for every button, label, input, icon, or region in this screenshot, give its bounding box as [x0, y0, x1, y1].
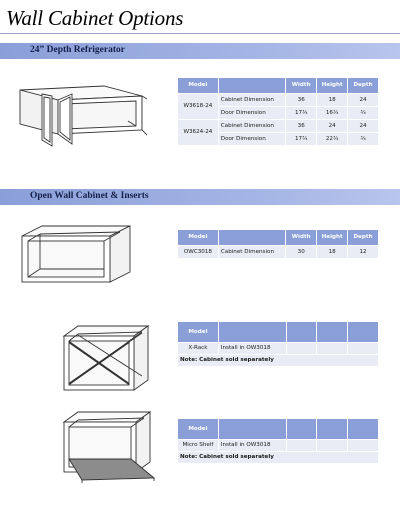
- open-cabinet-spec-table: [177, 229, 379, 259]
- table-note-row: [178, 355, 379, 367]
- height-cell: 22¾: [317, 133, 348, 146]
- micro-shelf-cabinet-icon: [58, 408, 158, 484]
- table-row: [178, 343, 379, 355]
- label-cell: Door Dimension: [218, 133, 286, 146]
- header-depth: Depth: [348, 78, 379, 94]
- header-blank: [348, 322, 379, 343]
- label-cell: Door Dimension: [218, 107, 286, 120]
- section-bar-open-wall-cabinet: [0, 189, 400, 205]
- label-cell: Cabinet Dimension: [218, 94, 286, 107]
- model-cell: Micro Shelf: [178, 440, 219, 452]
- depth-cell: 24: [348, 120, 379, 133]
- height-cell: 18: [317, 94, 348, 107]
- open-wall-cabinet-icon: [16, 222, 136, 288]
- header-model: Model: [178, 419, 219, 440]
- header-model: Model: [178, 230, 219, 246]
- header-blank: [348, 419, 379, 440]
- width-cell: 36: [286, 94, 317, 107]
- label-cell: Install in OW3018: [218, 343, 286, 355]
- header-width: Width: [286, 78, 317, 94]
- header-blank: [317, 419, 348, 440]
- title-divider: [0, 33, 400, 34]
- label-cell: Install in OW3018: [218, 440, 286, 452]
- height-cell: 24: [317, 120, 348, 133]
- header-width: Width: [286, 230, 317, 246]
- header-model: Model: [178, 322, 219, 343]
- micro-shelf-spec-table: [177, 418, 379, 464]
- table-row: [178, 440, 379, 452]
- note-cell: Note: Cabinet sold separately: [178, 355, 379, 367]
- note-cell: Note: Cabinet sold separately: [178, 452, 379, 464]
- header-blank: [218, 230, 285, 246]
- model-cell: W3624-24: [178, 120, 219, 146]
- refrigerator-spec-table: [177, 77, 379, 146]
- model-cell: OWC3018: [178, 246, 219, 259]
- label-cell: Cabinet Dimension: [218, 246, 285, 259]
- header-blank: [317, 322, 348, 343]
- header-height: Height: [317, 230, 348, 246]
- width-cell: 36: [286, 120, 317, 133]
- header-depth: Depth: [348, 230, 379, 246]
- table-row: [178, 94, 379, 107]
- refrigerator-cabinet-icon: [12, 82, 147, 157]
- x-rack-spec-table: [177, 321, 379, 367]
- header-blank: [218, 78, 286, 94]
- header-blank: [218, 322, 286, 343]
- section-heading: Open Wall Cabinet & Inserts: [30, 191, 149, 201]
- section-heading: 24” Depth Refrigerator: [30, 45, 125, 55]
- table-row: [178, 246, 379, 259]
- depth-cell: ¾: [348, 107, 379, 120]
- width-cell: 17¾: [286, 107, 317, 120]
- header-blank: [286, 419, 317, 440]
- height-cell: 18: [317, 246, 348, 259]
- page-title: Wall Cabinet Options: [6, 6, 184, 30]
- width-cell: 17¾: [286, 133, 317, 146]
- model-cell: W3618-24: [178, 94, 219, 120]
- depth-cell: 12: [348, 246, 379, 259]
- x-rack-cabinet-icon: [58, 322, 154, 394]
- header-blank: [286, 322, 317, 343]
- model-cell: X-Rack: [178, 343, 219, 355]
- table-row: [178, 120, 379, 133]
- depth-cell: 24: [348, 94, 379, 107]
- header-model: Model: [178, 78, 219, 94]
- table-note-row: [178, 452, 379, 464]
- header-height: Height: [317, 78, 348, 94]
- height-cell: 16¾: [317, 107, 348, 120]
- width-cell: 30: [286, 246, 317, 259]
- depth-cell: ¾: [348, 133, 379, 146]
- label-cell: Cabinet Dimension: [218, 120, 286, 133]
- header-blank: [218, 419, 286, 440]
- section-bar-refrigerator: [0, 43, 400, 59]
